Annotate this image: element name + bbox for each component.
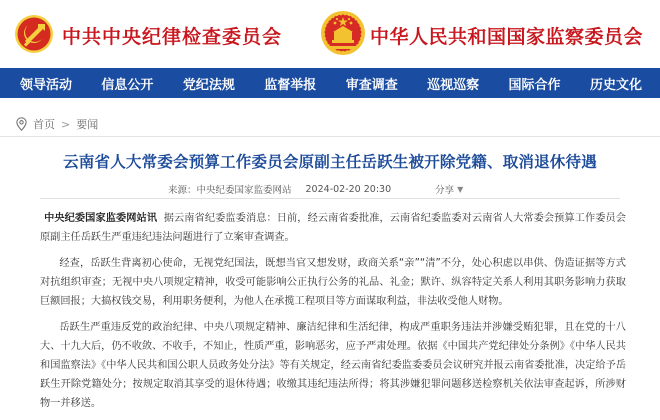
party-emblem-icon xyxy=(14,14,54,54)
breadcrumb-separator: > xyxy=(61,117,71,131)
national-supervision-title: 中华人民共和国国家监察委员会 xyxy=(370,26,644,48)
nav-item-inspection[interactable]: 巡视巡察 xyxy=(427,77,480,93)
breadcrumb-current-link[interactable]: 要闻 xyxy=(76,118,99,131)
article-title: 云南省人大常委会预算工作委员会原副主任岳跃生被开除党籍、取消退休待遇 xyxy=(63,153,597,171)
site-header xyxy=(0,0,660,68)
share-button[interactable] xyxy=(435,182,463,196)
source-credit: 中央纪委国家监委网站讯 xyxy=(44,213,158,224)
article-meta xyxy=(168,182,463,196)
paragraph-spacer xyxy=(157,213,164,224)
breadcrumb-home-link[interactable]: 首页 xyxy=(33,118,55,131)
chevron-down-icon: ▼ xyxy=(457,184,464,194)
main-nav xyxy=(0,68,660,98)
nav-item-report[interactable]: 监督举报 xyxy=(264,77,317,93)
breadcrumb xyxy=(16,116,98,132)
divider xyxy=(0,136,660,137)
nav-item-info-disclosure[interactable]: 信息公开 xyxy=(101,77,154,93)
divider xyxy=(40,198,620,199)
article-paragraph xyxy=(40,209,626,247)
cc-discipline-title: 中共中央纪律检查委员会 xyxy=(62,26,283,48)
location-pin-icon xyxy=(16,117,27,131)
article-date: 2024-02-20 20:30 xyxy=(305,183,392,195)
national-emblem-icon xyxy=(320,10,366,56)
article-paragraph: 岳跃生严重违反党的政治纪律、中央八项规定精神、廉洁纪律和生活纪律，构成严重职务违法并涉嫌受贿犯罪，且在党的十八大、十九大后，仍不收敛、不收手，不知止，性质严重，影响恶劣，应予严肃处理。依据《中国共产党纪律处分条例》《中华人民共和国监察法》《中华人民共和国公职人员政务处分法》等有关规定，经云南省纪委监委委员会议研究并报云南省委批准，决定给予岳跃生开除党籍处分；按规定取消其享受的退休待遇；收缴其违纪违法所得；将其涉嫌犯罪问题移送检察机关依法审查起诉，所涉财物一并移送。 xyxy=(40,322,626,409)
share-label: 分享 xyxy=(435,185,455,196)
article-paragraph: 经查，岳跃生背离初心使命，无视党纪国法，既想当官又想发财，政商关系“亲”“清”不分，处心积虑以串供、伪造证据等方式对抗组织审查；无视中央八项规定精神，收受可能影响公正执行公务的礼品、礼金；默许、纵容特定关系人利用其职务影响力获取巨额回报；大搞权钱交易，利用职务便利，为他人在承揽工程项目等方面谋取利益，非法收受他人财物。 xyxy=(40,258,626,307)
nav-item-leadership[interactable]: 领导活动 xyxy=(20,77,73,93)
nav-item-party-regulations[interactable]: 党纪法规 xyxy=(182,77,235,93)
article-body xyxy=(40,209,626,420)
paragraph-text: 据云南省纪委监委消息：日前，经云南省委批准，云南省纪委监委对云南省人大常委会预算工作委员会原副主任岳跃生严重违纪违法问题进行了立案审查调查。 xyxy=(40,213,626,243)
nav-item-investigation[interactable]: 审查调查 xyxy=(345,77,398,93)
nav-item-international[interactable]: 国际合作 xyxy=(508,77,561,93)
nav-item-history[interactable]: 历史文化 xyxy=(589,77,642,93)
article-source: 来源：中央纪委国家监委网站 xyxy=(168,185,292,196)
